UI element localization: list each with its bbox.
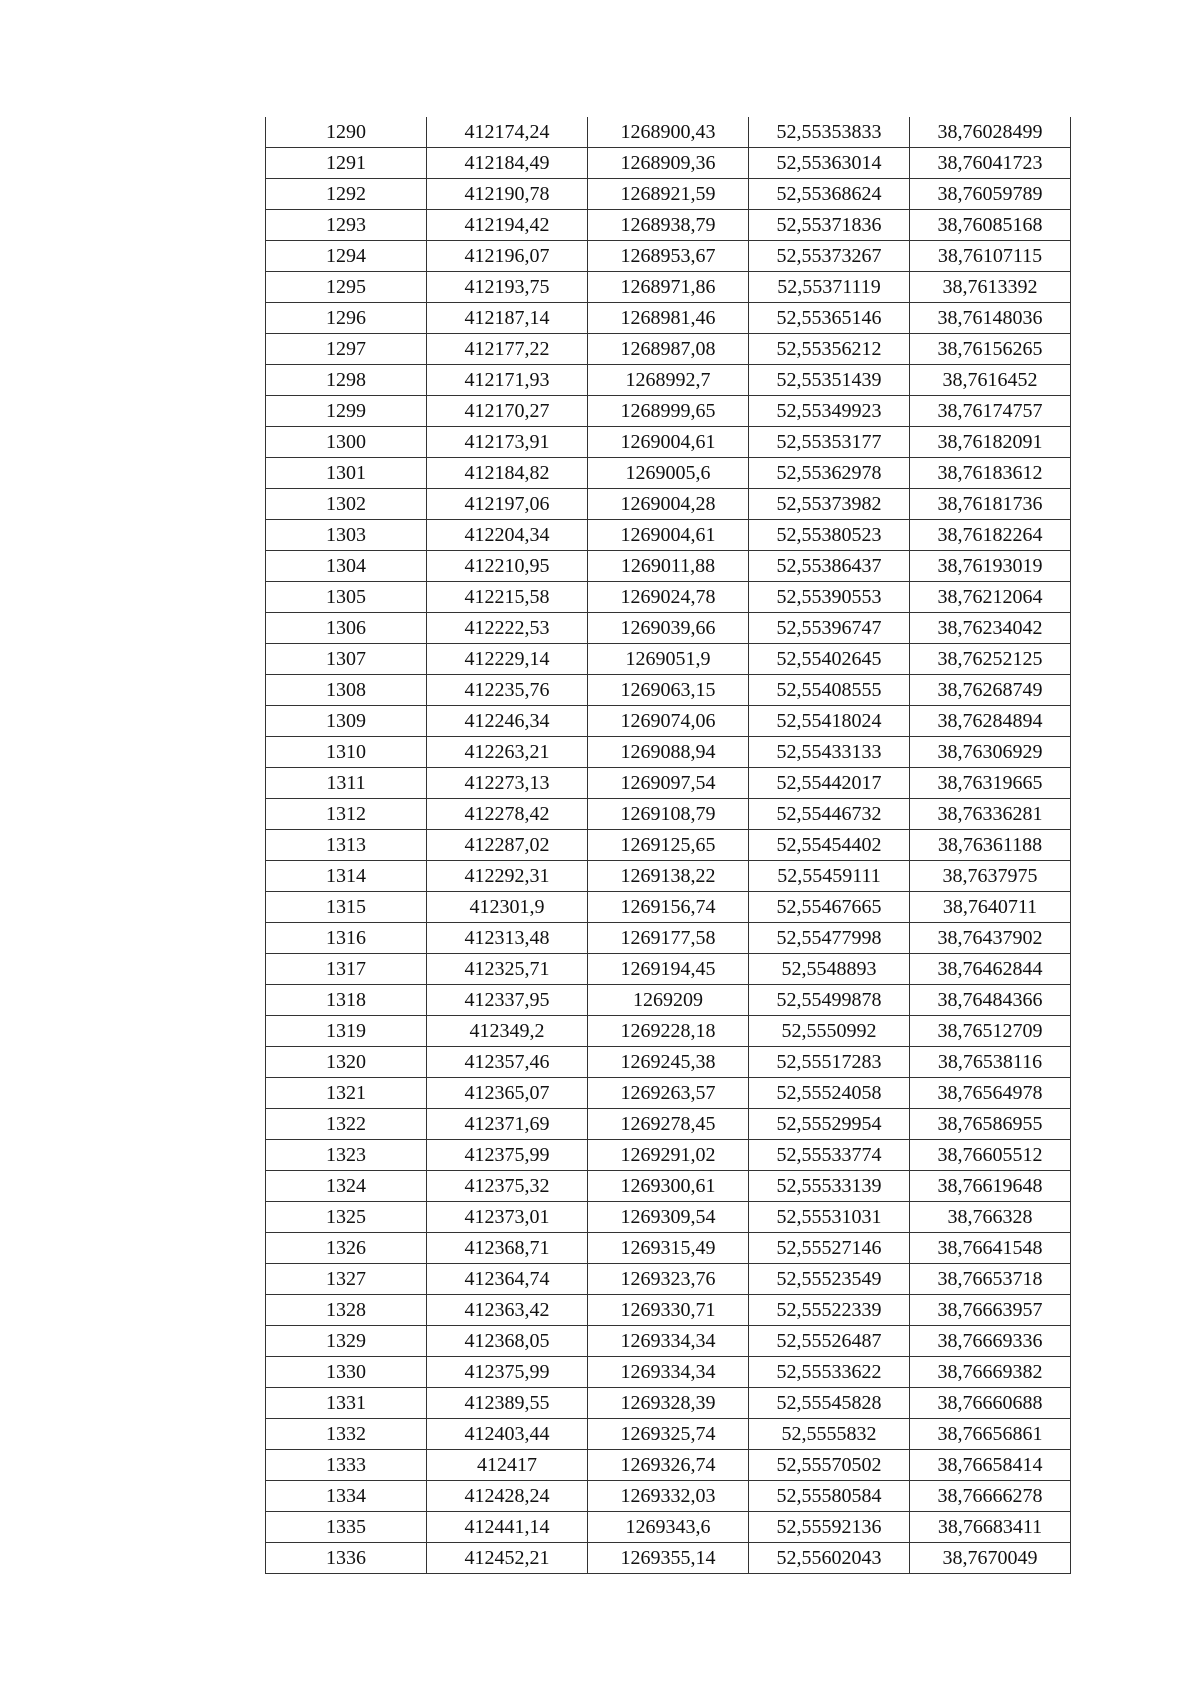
point-number-cell: 1317 <box>266 954 427 985</box>
latitude-cell: 52,5555832 <box>749 1419 910 1450</box>
longitude-cell: 38,76683411 <box>910 1512 1071 1543</box>
latitude-cell: 52,55533774 <box>749 1140 910 1171</box>
y-coordinate-cell: 1269355,14 <box>588 1543 749 1574</box>
table-row <box>266 458 1071 489</box>
longitude-cell: 38,76669382 <box>910 1357 1071 1388</box>
x-coordinate-cell: 412171,93 <box>427 365 588 396</box>
x-coordinate-cell: 412301,9 <box>427 892 588 923</box>
table-row <box>266 799 1071 830</box>
point-number-cell: 1323 <box>266 1140 427 1171</box>
point-number-cell: 1321 <box>266 1078 427 1109</box>
coordinate-table-sheet <box>265 117 1071 1574</box>
longitude-cell: 38,76212064 <box>910 582 1071 613</box>
longitude-cell: 38,76666278 <box>910 1481 1071 1512</box>
point-number-cell: 1303 <box>266 520 427 551</box>
latitude-cell: 52,55396747 <box>749 613 910 644</box>
table-row <box>266 1233 1071 1264</box>
longitude-cell: 38,76319665 <box>910 768 1071 799</box>
point-number-cell: 1294 <box>266 241 427 272</box>
x-coordinate-cell: 412417 <box>427 1450 588 1481</box>
point-number-cell: 1302 <box>266 489 427 520</box>
latitude-cell: 52,55531031 <box>749 1202 910 1233</box>
table-row <box>266 1357 1071 1388</box>
point-number-cell: 1305 <box>266 582 427 613</box>
latitude-cell: 52,55351439 <box>749 365 910 396</box>
latitude-cell: 52,55362978 <box>749 458 910 489</box>
point-number-cell: 1315 <box>266 892 427 923</box>
longitude-cell: 38,76586955 <box>910 1109 1071 1140</box>
x-coordinate-cell: 412173,91 <box>427 427 588 458</box>
longitude-cell: 38,76660688 <box>910 1388 1071 1419</box>
latitude-cell: 52,55373982 <box>749 489 910 520</box>
x-coordinate-cell: 412428,24 <box>427 1481 588 1512</box>
x-coordinate-cell: 412193,75 <box>427 272 588 303</box>
point-number-cell: 1322 <box>266 1109 427 1140</box>
table-row <box>266 1202 1071 1233</box>
longitude-cell: 38,76641548 <box>910 1233 1071 1264</box>
x-coordinate-cell: 412273,13 <box>427 768 588 799</box>
table-row <box>266 551 1071 582</box>
longitude-cell: 38,76182264 <box>910 520 1071 551</box>
point-number-cell: 1318 <box>266 985 427 1016</box>
point-number-cell: 1292 <box>266 179 427 210</box>
table-row <box>266 1171 1071 1202</box>
y-coordinate-cell: 1268900,43 <box>588 117 749 148</box>
table-row <box>266 1388 1071 1419</box>
x-coordinate-cell: 412371,69 <box>427 1109 588 1140</box>
longitude-cell: 38,76174757 <box>910 396 1071 427</box>
point-number-cell: 1333 <box>266 1450 427 1481</box>
latitude-cell: 52,55529954 <box>749 1109 910 1140</box>
table-row <box>266 1140 1071 1171</box>
table-row <box>266 334 1071 365</box>
point-number-cell: 1301 <box>266 458 427 489</box>
point-number-cell: 1312 <box>266 799 427 830</box>
latitude-cell: 52,55442017 <box>749 768 910 799</box>
x-coordinate-cell: 412235,76 <box>427 675 588 706</box>
latitude-cell: 52,55353177 <box>749 427 910 458</box>
longitude-cell: 38,76658414 <box>910 1450 1071 1481</box>
y-coordinate-cell: 1269325,74 <box>588 1419 749 1450</box>
latitude-cell: 52,55356212 <box>749 334 910 365</box>
y-coordinate-cell: 1268953,67 <box>588 241 749 272</box>
y-coordinate-cell: 1269097,54 <box>588 768 749 799</box>
x-coordinate-cell: 412263,21 <box>427 737 588 768</box>
x-coordinate-cell: 412229,14 <box>427 644 588 675</box>
x-coordinate-cell: 412197,06 <box>427 489 588 520</box>
x-coordinate-cell: 412368,05 <box>427 1326 588 1357</box>
table-row <box>266 489 1071 520</box>
y-coordinate-cell: 1269343,6 <box>588 1512 749 1543</box>
y-coordinate-cell: 1269108,79 <box>588 799 749 830</box>
table-row <box>266 675 1071 706</box>
latitude-cell: 52,55454402 <box>749 830 910 861</box>
latitude-cell: 52,55522339 <box>749 1295 910 1326</box>
point-number-cell: 1300 <box>266 427 427 458</box>
y-coordinate-cell: 1268938,79 <box>588 210 749 241</box>
longitude-cell: 38,76361188 <box>910 830 1071 861</box>
table-row <box>266 582 1071 613</box>
longitude-cell: 38,76484366 <box>910 985 1071 1016</box>
point-number-cell: 1296 <box>266 303 427 334</box>
x-coordinate-cell: 412313,48 <box>427 923 588 954</box>
x-coordinate-cell: 412349,2 <box>427 1016 588 1047</box>
latitude-cell: 52,55446732 <box>749 799 910 830</box>
latitude-cell: 52,55371836 <box>749 210 910 241</box>
longitude-cell: 38,7637975 <box>910 861 1071 892</box>
point-number-cell: 1308 <box>266 675 427 706</box>
y-coordinate-cell: 1269051,9 <box>588 644 749 675</box>
longitude-cell: 38,76193019 <box>910 551 1071 582</box>
latitude-cell: 52,55433133 <box>749 737 910 768</box>
x-coordinate-cell: 412375,32 <box>427 1171 588 1202</box>
x-coordinate-cell: 412389,55 <box>427 1388 588 1419</box>
longitude-cell: 38,76538116 <box>910 1047 1071 1078</box>
longitude-cell: 38,76059789 <box>910 179 1071 210</box>
y-coordinate-cell: 1269326,74 <box>588 1450 749 1481</box>
x-coordinate-cell: 412190,78 <box>427 179 588 210</box>
y-coordinate-cell: 1269228,18 <box>588 1016 749 1047</box>
table-row <box>266 1512 1071 1543</box>
latitude-cell: 52,55365146 <box>749 303 910 334</box>
y-coordinate-cell: 1269332,03 <box>588 1481 749 1512</box>
y-coordinate-cell: 1268992,7 <box>588 365 749 396</box>
latitude-cell: 52,55402645 <box>749 644 910 675</box>
y-coordinate-cell: 1269334,34 <box>588 1357 749 1388</box>
x-coordinate-cell: 412278,42 <box>427 799 588 830</box>
point-number-cell: 1297 <box>266 334 427 365</box>
table-row <box>266 1450 1071 1481</box>
point-number-cell: 1330 <box>266 1357 427 1388</box>
y-coordinate-cell: 1269328,39 <box>588 1388 749 1419</box>
table-row <box>266 1543 1071 1574</box>
longitude-cell: 38,76669336 <box>910 1326 1071 1357</box>
latitude-cell: 52,55418024 <box>749 706 910 737</box>
latitude-cell: 52,55524058 <box>749 1078 910 1109</box>
y-coordinate-cell: 1268909,36 <box>588 148 749 179</box>
latitude-cell: 52,55373267 <box>749 241 910 272</box>
latitude-cell: 52,55408555 <box>749 675 910 706</box>
latitude-cell: 52,55477998 <box>749 923 910 954</box>
longitude-cell: 38,76284894 <box>910 706 1071 737</box>
table-row <box>266 1419 1071 1450</box>
y-coordinate-cell: 1269088,94 <box>588 737 749 768</box>
longitude-cell: 38,76148036 <box>910 303 1071 334</box>
x-coordinate-cell: 412292,31 <box>427 861 588 892</box>
latitude-cell: 52,55467665 <box>749 892 910 923</box>
x-coordinate-cell: 412364,74 <box>427 1264 588 1295</box>
coordinate-table-body <box>266 117 1071 1574</box>
point-number-cell: 1311 <box>266 768 427 799</box>
y-coordinate-cell: 1269300,61 <box>588 1171 749 1202</box>
table-row <box>266 1481 1071 1512</box>
table-row <box>266 892 1071 923</box>
table-row <box>266 210 1071 241</box>
longitude-cell: 38,7640711 <box>910 892 1071 923</box>
y-coordinate-cell: 1269291,02 <box>588 1140 749 1171</box>
longitude-cell: 38,76656861 <box>910 1419 1071 1450</box>
longitude-cell: 38,76512709 <box>910 1016 1071 1047</box>
x-coordinate-cell: 412325,71 <box>427 954 588 985</box>
y-coordinate-cell: 1269330,71 <box>588 1295 749 1326</box>
y-coordinate-cell: 1269011,88 <box>588 551 749 582</box>
point-number-cell: 1329 <box>266 1326 427 1357</box>
table-row <box>266 272 1071 303</box>
latitude-cell: 52,55533139 <box>749 1171 910 1202</box>
table-row <box>266 706 1071 737</box>
table-row <box>266 737 1071 768</box>
point-number-cell: 1290 <box>266 117 427 148</box>
table-row <box>266 117 1071 148</box>
latitude-cell: 52,55390553 <box>749 582 910 613</box>
table-row <box>266 179 1071 210</box>
point-number-cell: 1326 <box>266 1233 427 1264</box>
longitude-cell: 38,76564978 <box>910 1078 1071 1109</box>
point-number-cell: 1316 <box>266 923 427 954</box>
longitude-cell: 38,76181736 <box>910 489 1071 520</box>
x-coordinate-cell: 412452,21 <box>427 1543 588 1574</box>
table-row <box>266 985 1071 1016</box>
x-coordinate-cell: 412375,99 <box>427 1140 588 1171</box>
latitude-cell: 52,55371119 <box>749 272 910 303</box>
x-coordinate-cell: 412184,82 <box>427 458 588 489</box>
x-coordinate-cell: 412177,22 <box>427 334 588 365</box>
table-row <box>266 241 1071 272</box>
table-row <box>266 520 1071 551</box>
table-row <box>266 396 1071 427</box>
point-number-cell: 1328 <box>266 1295 427 1326</box>
longitude-cell: 38,76619648 <box>910 1171 1071 1202</box>
x-coordinate-cell: 412365,07 <box>427 1078 588 1109</box>
latitude-cell: 52,55570502 <box>749 1450 910 1481</box>
y-coordinate-cell: 1269245,38 <box>588 1047 749 1078</box>
longitude-cell: 38,76156265 <box>910 334 1071 365</box>
coordinate-table <box>265 117 1071 1574</box>
longitude-cell: 38,76336281 <box>910 799 1071 830</box>
y-coordinate-cell: 1268921,59 <box>588 179 749 210</box>
point-number-cell: 1332 <box>266 1419 427 1450</box>
point-number-cell: 1320 <box>266 1047 427 1078</box>
latitude-cell: 52,55533622 <box>749 1357 910 1388</box>
y-coordinate-cell: 1269005,6 <box>588 458 749 489</box>
point-number-cell: 1334 <box>266 1481 427 1512</box>
latitude-cell: 52,55523549 <box>749 1264 910 1295</box>
y-coordinate-cell: 1268999,65 <box>588 396 749 427</box>
y-coordinate-cell: 1269177,58 <box>588 923 749 954</box>
longitude-cell: 38,76663957 <box>910 1295 1071 1326</box>
x-coordinate-cell: 412373,01 <box>427 1202 588 1233</box>
x-coordinate-cell: 412204,34 <box>427 520 588 551</box>
point-number-cell: 1291 <box>266 148 427 179</box>
point-number-cell: 1295 <box>266 272 427 303</box>
y-coordinate-cell: 1269004,61 <box>588 520 749 551</box>
y-coordinate-cell: 1269278,45 <box>588 1109 749 1140</box>
longitude-cell: 38,76234042 <box>910 613 1071 644</box>
latitude-cell: 52,55353833 <box>749 117 910 148</box>
latitude-cell: 52,55602043 <box>749 1543 910 1574</box>
point-number-cell: 1335 <box>266 1512 427 1543</box>
longitude-cell: 38,76268749 <box>910 675 1071 706</box>
y-coordinate-cell: 1269156,74 <box>588 892 749 923</box>
longitude-cell: 38,76182091 <box>910 427 1071 458</box>
longitude-cell: 38,76252125 <box>910 644 1071 675</box>
latitude-cell: 52,55580584 <box>749 1481 910 1512</box>
table-row <box>266 861 1071 892</box>
x-coordinate-cell: 412375,99 <box>427 1357 588 1388</box>
x-coordinate-cell: 412196,07 <box>427 241 588 272</box>
table-row <box>266 923 1071 954</box>
y-coordinate-cell: 1269039,66 <box>588 613 749 644</box>
table-row <box>266 830 1071 861</box>
longitude-cell: 38,76041723 <box>910 148 1071 179</box>
latitude-cell: 52,55592136 <box>749 1512 910 1543</box>
latitude-cell: 52,5550992 <box>749 1016 910 1047</box>
table-row <box>266 1109 1071 1140</box>
latitude-cell: 52,55386437 <box>749 551 910 582</box>
latitude-cell: 52,55517283 <box>749 1047 910 1078</box>
table-row <box>266 1264 1071 1295</box>
point-number-cell: 1309 <box>266 706 427 737</box>
latitude-cell: 52,55363014 <box>749 148 910 179</box>
longitude-cell: 38,76306929 <box>910 737 1071 768</box>
point-number-cell: 1325 <box>266 1202 427 1233</box>
longitude-cell: 38,766328 <box>910 1202 1071 1233</box>
point-number-cell: 1313 <box>266 830 427 861</box>
latitude-cell: 52,55459111 <box>749 861 910 892</box>
table-row <box>266 954 1071 985</box>
x-coordinate-cell: 412363,42 <box>427 1295 588 1326</box>
x-coordinate-cell: 412337,95 <box>427 985 588 1016</box>
y-coordinate-cell: 1269334,34 <box>588 1326 749 1357</box>
table-row <box>266 1326 1071 1357</box>
x-coordinate-cell: 412215,58 <box>427 582 588 613</box>
x-coordinate-cell: 412210,95 <box>427 551 588 582</box>
latitude-cell: 52,55368624 <box>749 179 910 210</box>
x-coordinate-cell: 412287,02 <box>427 830 588 861</box>
x-coordinate-cell: 412184,49 <box>427 148 588 179</box>
y-coordinate-cell: 1268987,08 <box>588 334 749 365</box>
y-coordinate-cell: 1269309,54 <box>588 1202 749 1233</box>
latitude-cell: 52,55545828 <box>749 1388 910 1419</box>
x-coordinate-cell: 412246,34 <box>427 706 588 737</box>
longitude-cell: 38,7616452 <box>910 365 1071 396</box>
x-coordinate-cell: 412403,44 <box>427 1419 588 1450</box>
x-coordinate-cell: 412170,27 <box>427 396 588 427</box>
table-row <box>266 644 1071 675</box>
point-number-cell: 1336 <box>266 1543 427 1574</box>
table-row <box>266 427 1071 458</box>
point-number-cell: 1299 <box>266 396 427 427</box>
y-coordinate-cell: 1269263,57 <box>588 1078 749 1109</box>
latitude-cell: 52,55380523 <box>749 520 910 551</box>
longitude-cell: 38,7670049 <box>910 1543 1071 1574</box>
longitude-cell: 38,76462844 <box>910 954 1071 985</box>
longitude-cell: 38,76605512 <box>910 1140 1071 1171</box>
point-number-cell: 1314 <box>266 861 427 892</box>
y-coordinate-cell: 1269138,22 <box>588 861 749 892</box>
point-number-cell: 1304 <box>266 551 427 582</box>
x-coordinate-cell: 412222,53 <box>427 613 588 644</box>
y-coordinate-cell: 1268971,86 <box>588 272 749 303</box>
longitude-cell: 38,76437902 <box>910 923 1071 954</box>
point-number-cell: 1324 <box>266 1171 427 1202</box>
y-coordinate-cell: 1269315,49 <box>588 1233 749 1264</box>
longitude-cell: 38,76183612 <box>910 458 1071 489</box>
point-number-cell: 1327 <box>266 1264 427 1295</box>
table-row <box>266 613 1071 644</box>
latitude-cell: 52,55526487 <box>749 1326 910 1357</box>
point-number-cell: 1306 <box>266 613 427 644</box>
y-coordinate-cell: 1269074,06 <box>588 706 749 737</box>
x-coordinate-cell: 412194,42 <box>427 210 588 241</box>
table-row <box>266 365 1071 396</box>
x-coordinate-cell: 412441,14 <box>427 1512 588 1543</box>
table-row <box>266 1047 1071 1078</box>
table-row <box>266 148 1071 179</box>
y-coordinate-cell: 1269125,65 <box>588 830 749 861</box>
latitude-cell: 52,55499878 <box>749 985 910 1016</box>
y-coordinate-cell: 1269024,78 <box>588 582 749 613</box>
table-row <box>266 1078 1071 1109</box>
x-coordinate-cell: 412174,24 <box>427 117 588 148</box>
longitude-cell: 38,76107115 <box>910 241 1071 272</box>
point-number-cell: 1298 <box>266 365 427 396</box>
point-number-cell: 1307 <box>266 644 427 675</box>
table-row <box>266 303 1071 334</box>
x-coordinate-cell: 412187,14 <box>427 303 588 334</box>
longitude-cell: 38,76085168 <box>910 210 1071 241</box>
x-coordinate-cell: 412357,46 <box>427 1047 588 1078</box>
x-coordinate-cell: 412368,71 <box>427 1233 588 1264</box>
y-coordinate-cell: 1268981,46 <box>588 303 749 334</box>
y-coordinate-cell: 1269209 <box>588 985 749 1016</box>
y-coordinate-cell: 1269194,45 <box>588 954 749 985</box>
table-row <box>266 1016 1071 1047</box>
longitude-cell: 38,76028499 <box>910 117 1071 148</box>
table-row <box>266 768 1071 799</box>
y-coordinate-cell: 1269323,76 <box>588 1264 749 1295</box>
latitude-cell: 52,55349923 <box>749 396 910 427</box>
point-number-cell: 1319 <box>266 1016 427 1047</box>
point-number-cell: 1331 <box>266 1388 427 1419</box>
y-coordinate-cell: 1269063,15 <box>588 675 749 706</box>
y-coordinate-cell: 1269004,61 <box>588 427 749 458</box>
latitude-cell: 52,55527146 <box>749 1233 910 1264</box>
longitude-cell: 38,7613392 <box>910 272 1071 303</box>
table-row <box>266 1295 1071 1326</box>
longitude-cell: 38,76653718 <box>910 1264 1071 1295</box>
latitude-cell: 52,5548893 <box>749 954 910 985</box>
point-number-cell: 1293 <box>266 210 427 241</box>
point-number-cell: 1310 <box>266 737 427 768</box>
y-coordinate-cell: 1269004,28 <box>588 489 749 520</box>
